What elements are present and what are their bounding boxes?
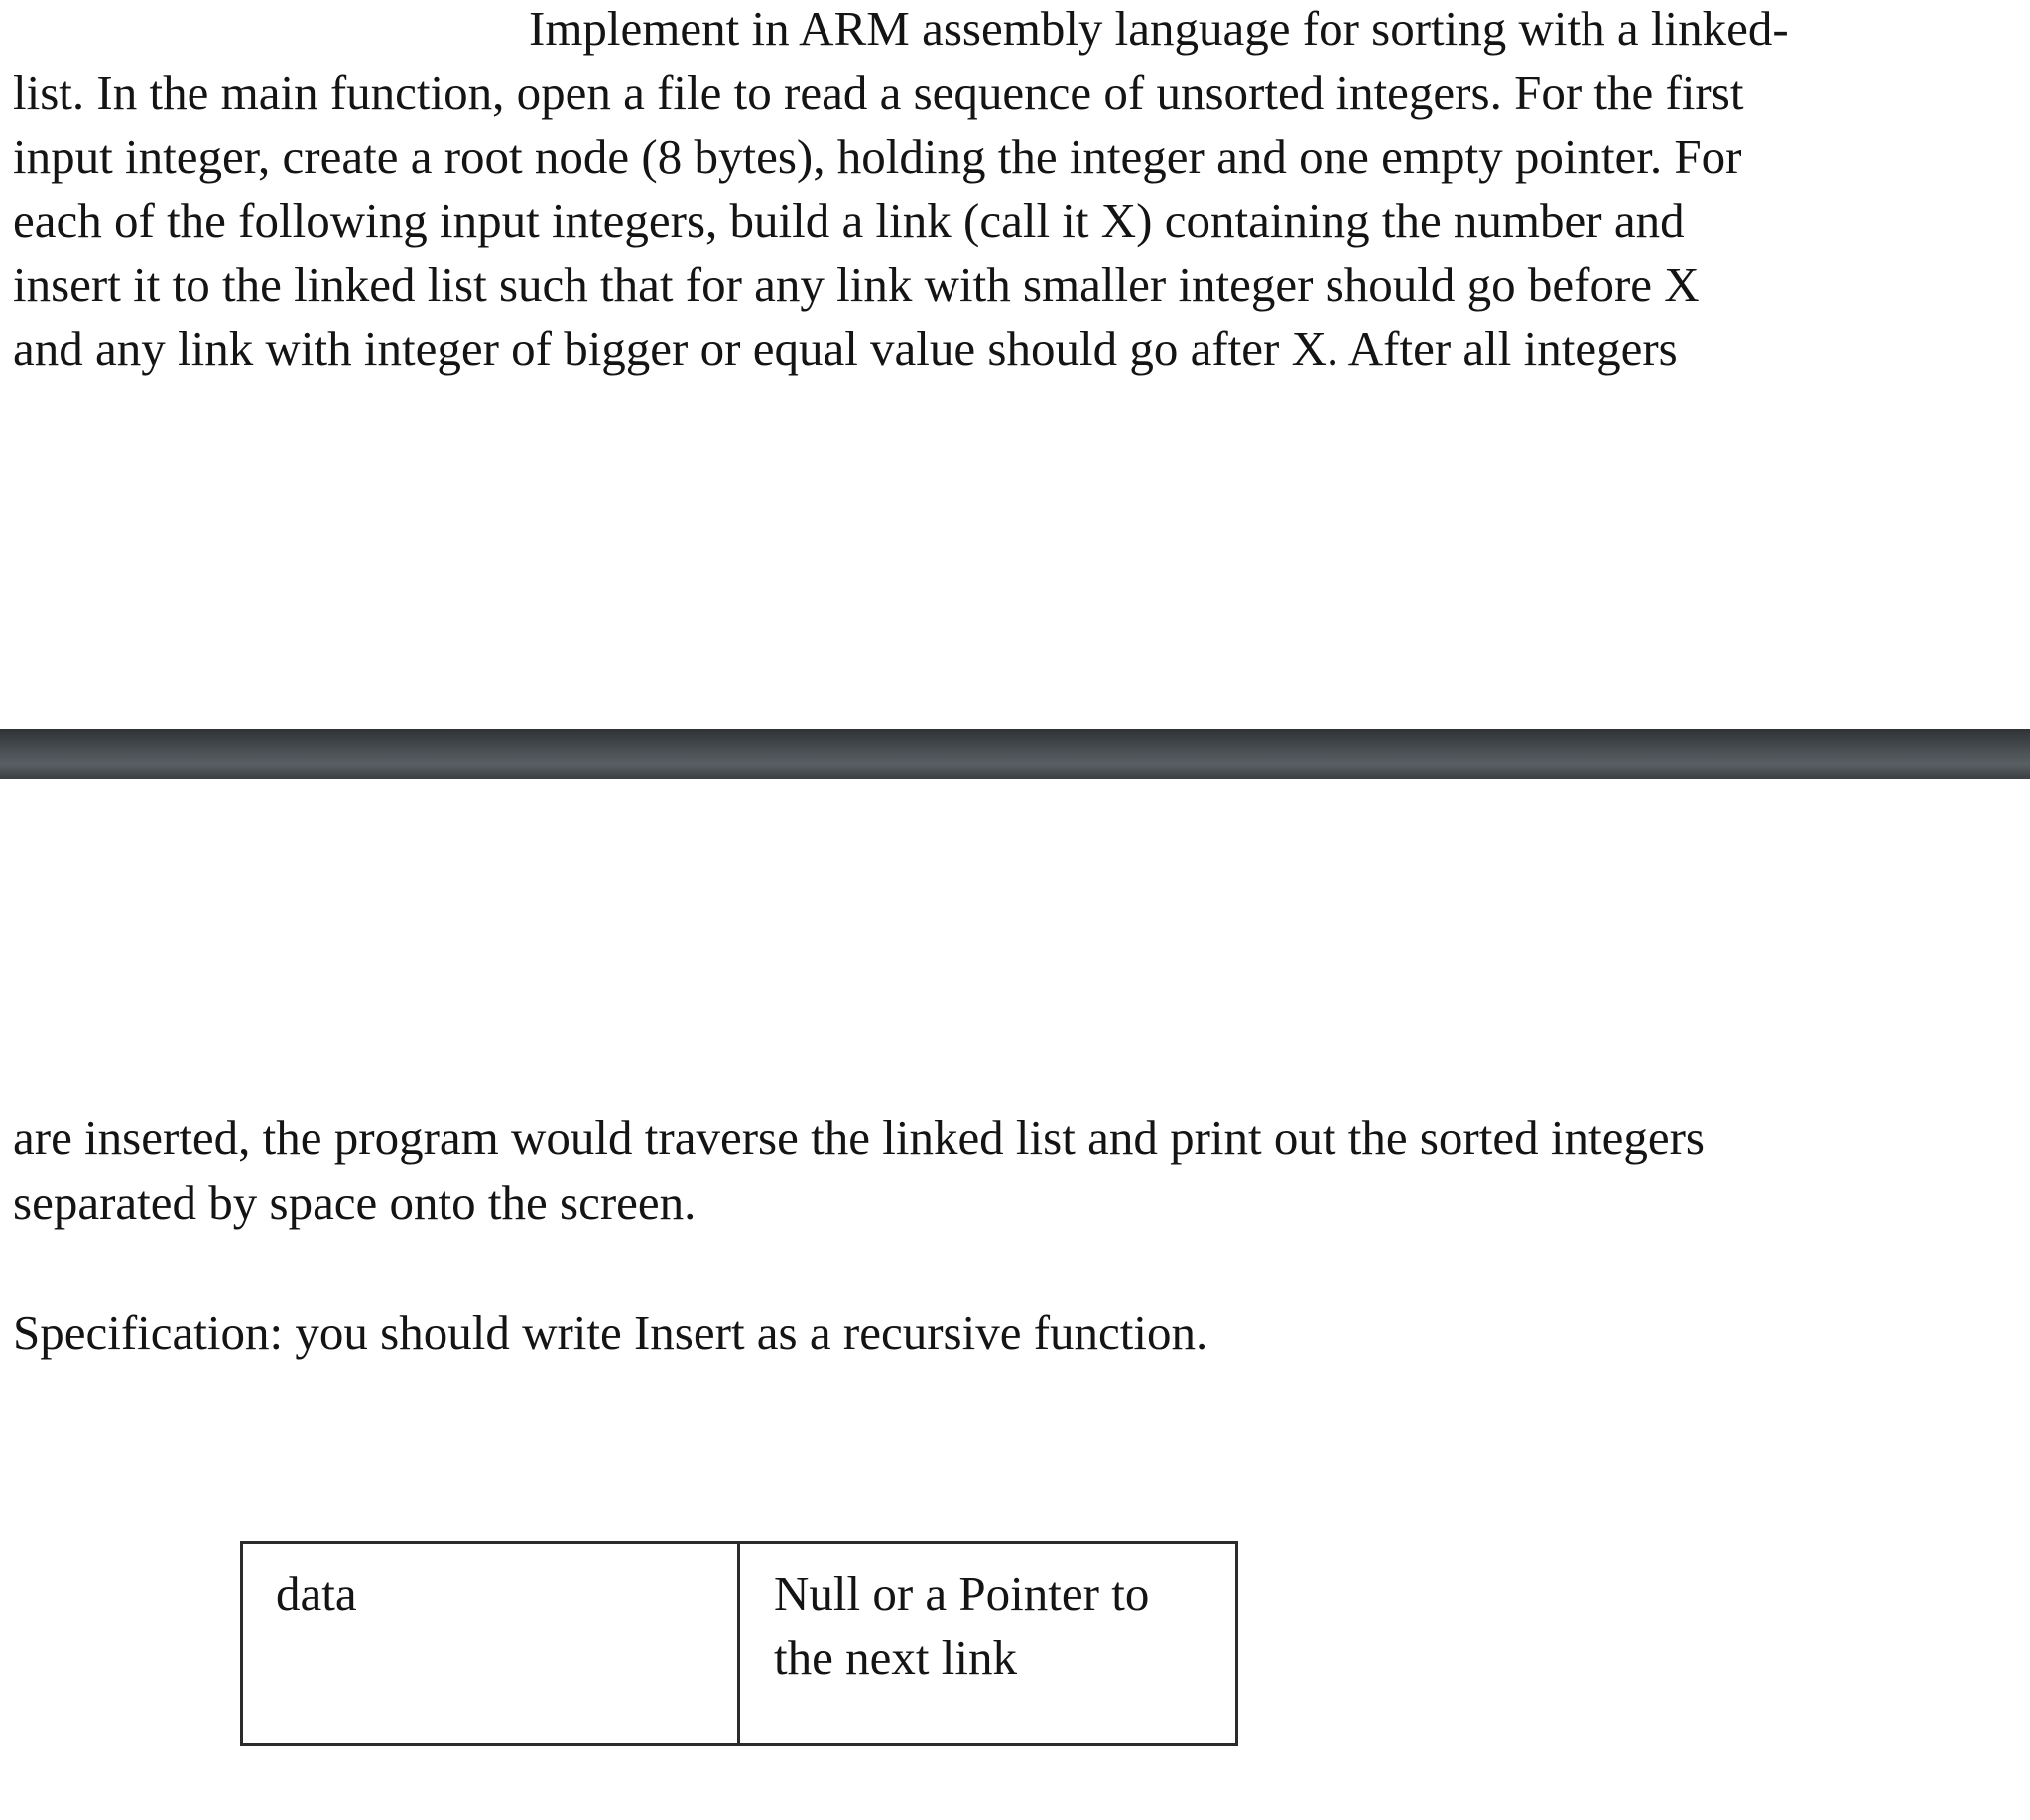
- document-page-top: [0, 0, 2030, 729]
- node-data-cell: data: [243, 1544, 740, 1743]
- specification-line: Specification: you should write Insert as a recursive function.: [13, 1305, 1208, 1360]
- intro-paragraph: Implement in ARM assembly language for sorting with a linked- list. In the main function, open a file to read a sequence of unsorted integers. For the first input integer, create a root node (8 bytes), holding the integer and one empty pointer. For each of the following input integers, build a link (call it X) containing the number and insert it to the linked list such that for any link with smaller integer should go before X and any link with integer of bigger or equal value should go after X. After all integers: [13, 1, 1789, 376]
- page-separator-bar: [0, 729, 2030, 779]
- continuation-paragraph: are inserted, the program would traverse the linked list and print out the sorted integers separated by space onto the screen.: [13, 1110, 1705, 1230]
- linked-list-node-diagram: [240, 1541, 1238, 1746]
- node-pointer-cell: Null or a Pointer to the next link: [774, 1566, 1150, 1685]
